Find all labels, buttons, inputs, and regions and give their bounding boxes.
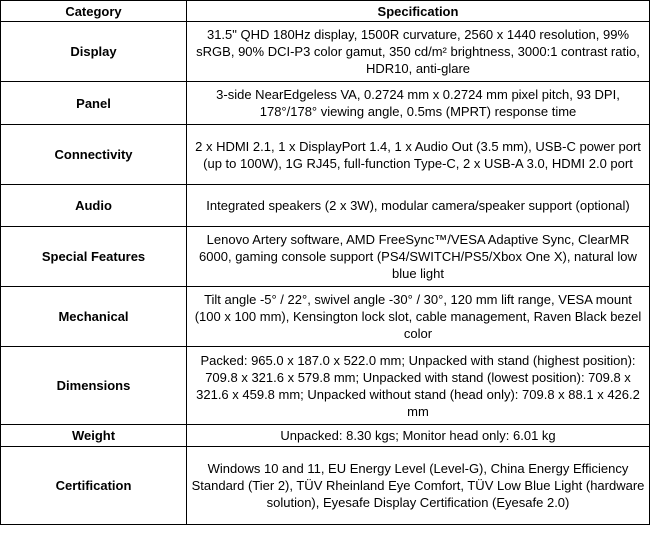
header-row: [1, 1, 650, 22]
table-row: [1, 22, 650, 82]
table-row: [1, 425, 650, 447]
row-spec-connectivity: 2 x HDMI 2.1, 1 x DisplayPort 1.4, 1 x Audio Out (3.5 mm), USB-C power port (up to 100W), 1G RJ45, full-function Type-C, 2 x USB-A 3.0, HDMI 2.0 port: [187, 125, 650, 185]
row-spec-display: 31.5" QHD 180Hz display, 1500R curvature, 2560 x 1440 resolution, 99% sRGB, 90% DCI-P3 color gamut, 350 cd/m² brightness, 3000:1 contrast ratio, HDR10, anti-glare: [187, 22, 650, 82]
row-spec-weight: Unpacked: 8.30 kgs; Monitor head only: 6.01 kg: [187, 425, 650, 447]
header-category: Category: [1, 1, 187, 22]
row-category-panel: Panel: [1, 82, 187, 125]
table-row: [1, 125, 650, 185]
table-row: [1, 287, 650, 347]
row-category-display: Display: [1, 22, 187, 82]
table-row: [1, 227, 650, 287]
row-category-special-features: Special Features: [1, 227, 187, 287]
row-spec-certification: Windows 10 and 11, EU Energy Level (Level-G), China Energy Efficiency Standard (Tier 2), TÜV Rheinland Eye Comfort, TÜV Low Blue Light (hardware solution), Eyesafe Display Certification (Eyesafe 2.0): [187, 447, 650, 525]
row-category-weight: Weight: [1, 425, 187, 447]
row-category-connectivity: Connectivity: [1, 125, 187, 185]
row-category-audio: Audio: [1, 185, 187, 227]
table-row: [1, 447, 650, 525]
table-row: [1, 347, 650, 425]
row-category-certification: Certification: [1, 447, 187, 525]
row-spec-audio: Integrated speakers (2 x 3W), modular camera/speaker support (optional): [187, 185, 650, 227]
row-category-mechanical: Mechanical: [1, 287, 187, 347]
row-spec-dimensions: Packed: 965.0 x 187.0 x 522.0 mm; Unpacked with stand (highest position): 709.8 x 321.6 x 579.8 mm; Unpacked with stand (lowest position): 709.8 x 321.6 x 459.8 mm; Unpacked without stand (head only): 709.8 x 88.1 x 426.2 mm: [187, 347, 650, 425]
row-category-dimensions: Dimensions: [1, 347, 187, 425]
row-spec-panel: 3-side NearEdgeless VA, 0.2724 mm x 0.2724 mm pixel pitch, 93 DPI, 178°/178° viewing angle, 0.5ms (MPRT) response time: [187, 82, 650, 125]
table-row: [1, 82, 650, 125]
row-spec-special-features: Lenovo Artery software, AMD FreeSync™/VESA Adaptive Sync, ClearMR 6000, gaming console support (PS4/SWITCH/PS5/Xbox One X), natural low blue light: [187, 227, 650, 287]
table-row: [1, 185, 650, 227]
row-spec-mechanical: Tilt angle -5° / 22°, swivel angle -30° / 30°, 120 mm lift range, VESA mount (100 x 100 mm), Kensington lock slot, cable management, Raven Black bezel color: [187, 287, 650, 347]
header-specification: Specification: [187, 1, 650, 22]
